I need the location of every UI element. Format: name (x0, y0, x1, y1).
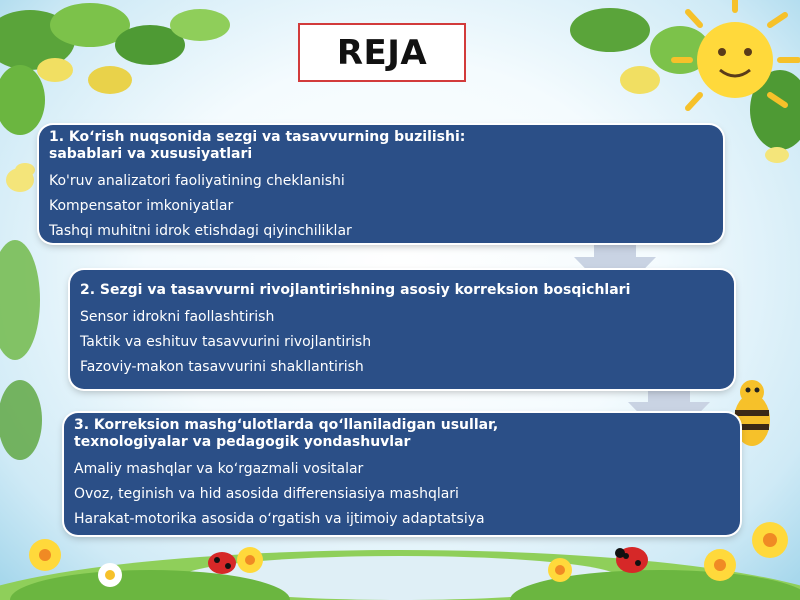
plants-left-decoration (0, 168, 42, 460)
section-item: Fazoviy-makon tasavvurini shakllantirish (80, 359, 364, 375)
slide-title: REJA (336, 32, 428, 73)
title-box (298, 23, 466, 82)
section-item: Ko'ruv analizatori faoliyatining cheklanishi (49, 173, 345, 189)
section-item: Tashqi muhitni idrok etishdagi qiyinchiliklar (49, 223, 352, 239)
section-item: Sensor idrokni faollashtirish (80, 309, 275, 325)
section-item: Amaliy mashqlar va koʻrgazmali vositalar (74, 461, 364, 477)
plan-section-2 (70, 270, 734, 389)
ladybug-icon (208, 552, 236, 574)
section-heading: 2. Sezgi va tasavvurni rivojlantirishning asosiy korreksion bosqichlari (80, 282, 631, 298)
leaves-top-left-decoration (0, 3, 230, 135)
section-item: Kompensator imkoniyatlar (49, 198, 234, 214)
plan-section-3 (64, 413, 740, 535)
section-item: Harakat-motorika asosida oʻrgatish va ijtimoiy adaptatsiya (74, 511, 485, 527)
section-heading: 3. Korreksion mashgʻulotlarda qoʻllaniladigan usullar, texnologiyalar va pedagogik yondashuvlar (74, 417, 499, 450)
section-heading: 1. Koʻrish nuqsonida sezgi va tasavvurning buzilishi: sabablari va xususiyatlari (49, 129, 466, 162)
section-item: Taktik va eshituv tasavvurini rivojlantirish (80, 334, 372, 350)
plan-section-1 (39, 125, 723, 243)
section-item: Ovoz, teginish va hid asosida differensiasiya mashqlari (74, 486, 459, 502)
